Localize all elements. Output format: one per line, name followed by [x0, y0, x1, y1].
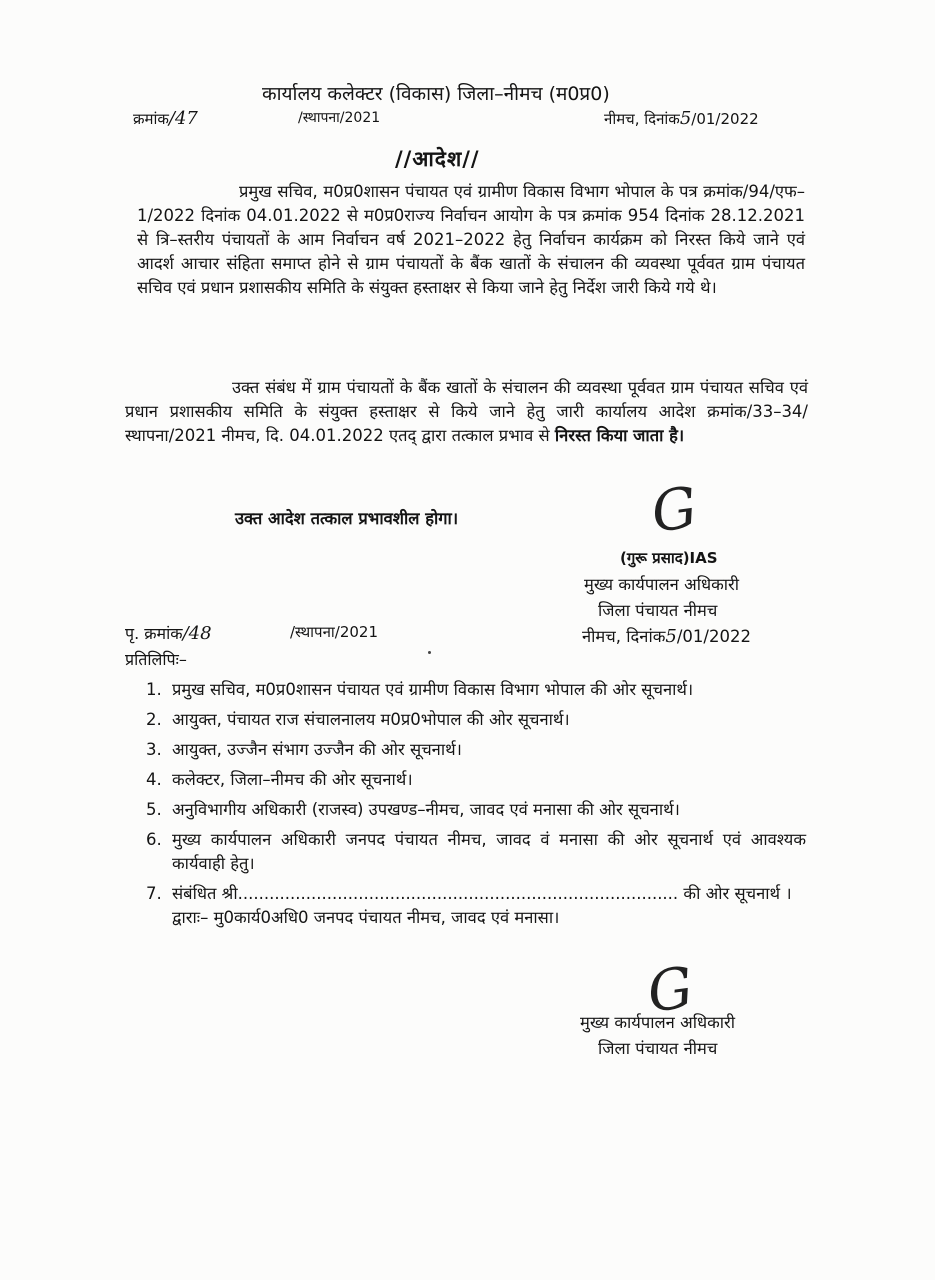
list-item-number: 2. [146, 710, 162, 729]
signatory-designation: मुख्य कार्यपालन अधिकारी [584, 575, 740, 594]
list-item [146, 798, 806, 822]
list-item-number: 3. [146, 740, 162, 759]
list-item-text: मुख्य कार्यपालन अधिकारी जनपद पंचायत नीमच, जावद वं मनासा की ओर सूचनार्थ एवं आवश्यक कार्यवाही हेतु। [172, 830, 806, 873]
list-item-text: संबंधित श्री.................................................................................... की ओर सूचनार्थ । [172, 884, 792, 903]
forward-reference-section: /स्थापना/2021 [290, 623, 379, 641]
list-item-number: 5. [146, 800, 162, 819]
list-item [146, 708, 806, 732]
list-item [146, 768, 806, 792]
signatory-name: (गुरू प्रसाद)IAS [620, 549, 718, 567]
footer-signature-mark: G [643, 955, 698, 1026]
footer-signatory-designation: मुख्य कार्यपालन अधिकारी [580, 1013, 736, 1032]
order-heading: //आदेश// [395, 147, 480, 171]
signature-date-label: नीमच, दिनांक [582, 627, 666, 646]
list-item [146, 882, 806, 930]
order-paragraph-1: प्रमुख सचिव, म0प्र0शासन पंचायत एवं ग्रामीण विकास विभाग भोपाल के पत्र क्रमांक/94/एफ–1/2022 दिनांक 04.01.2022 से म0प्र0राज्य निर्वाचन आयोग के पत्र क्रमांक 954 दिनांक 28.12.2021 से त्रि–स्तरीय पंचायतों के आम निर्वाचन वर्ष 2021–2022 हेतु निर्वाचन कार्यक्रम को निरस्त किये जाने एवं आदर्श आचार संहिता समाप्त होने से ग्राम पंचायतों के बैंक खातों के संचालन की व्यवस्था पूर्ववत ग्राम पंचायत सचिव एवं प्रधान प्रशासकीय समिति के संयुक्त हस्ताक्षर से किया जाने हेतु निर्देश जारी किये गये थे। [137, 182, 805, 297]
order-reference-number [133, 108, 198, 129]
list-item-text: आयुक्त, पंचायत राज संचालनालय म0प्र0भोपाल की ओर सूचनार्थ। [172, 710, 570, 729]
signature-mark: G [647, 475, 702, 546]
place-date-label: नीमच, दिनांक [604, 110, 680, 128]
list-item-text: प्रमुख सचिव, म0प्र0शासन पंचायत एवं ग्रामीण विकास विभाग भोपाल की ओर सूचनार्थ। [172, 680, 694, 699]
forward-ref-number-handwritten: /48 [182, 623, 212, 644]
list-item-number: 1. [146, 680, 162, 699]
order-paragraph-2 [125, 376, 808, 448]
office-title: कार्यालय कलेक्टर (विकास) जिला–नीमच (म0प्र0) [262, 83, 610, 105]
list-item-number: 7. [146, 884, 162, 903]
list-item [146, 678, 806, 702]
order-place-date [604, 108, 759, 129]
list-item-body [172, 882, 806, 930]
forward-ref-label: पृ. क्रमांक [125, 624, 183, 643]
paragraph-2-text: उक्त संबंध में ग्राम पंचायतों के बैंक खातों के संचालन की व्यवस्था पूर्ववत ग्राम पंचायत सचिव एवं प्रधान प्रशासकीय समिति के संयुक्त हस्ताक्षर से किये जाने हेतु जारी कार्यालय आदेश क्रमांक/33–34/स्थापना/2021 नीमच, दि. 04.01.2022 एतद् द्वारा तत्काल प्रभाव से [125, 378, 808, 445]
list-item-subtext: द्वाराः– मु0कार्य0अधि0 जनपद पंचायत नीमच, जावद एवं मनासा। [172, 908, 560, 927]
ink-dot [428, 651, 431, 654]
signature-date-rest: /01/2022 [676, 627, 751, 646]
ref-number-handwritten: /47 [168, 108, 198, 129]
list-item-text: अनुविभागीय अधिकारी (राजस्व) उपखण्ड–नीमच, जावद एवं मनासा की ओर सूचनार्थ। [172, 800, 680, 819]
forward-reference-number [125, 622, 212, 644]
signature-date-day-handwritten: 5 [665, 626, 677, 647]
signatory-office: जिला पंचायत नीमच [598, 601, 718, 620]
list-item-number: 4. [146, 770, 162, 789]
copy-to-label: प्रतिलिपिः– [125, 650, 187, 669]
list-item-number: 6. [146, 830, 162, 849]
list-item-text: कलेक्टर, जिला–नीमच की ओर सूचनार्थ। [172, 770, 413, 789]
date-day-handwritten: 5 [679, 108, 692, 129]
effective-statement: उक्त आदेश तत्काल प्रभावशील होगा। [235, 509, 459, 528]
date-rest: /01/2022 [691, 110, 759, 128]
order-reference-section: /स्थापना/2021 [298, 110, 381, 126]
footer-signatory-office: जिला पंचायत नीमच [598, 1039, 718, 1058]
paragraph-2-bold-text: निरस्त किया जाता है। [554, 426, 685, 445]
ref-label: क्रमांक [133, 110, 169, 128]
signature-date [582, 624, 751, 647]
list-item-text: आयुक्त, उज्जैन संभाग उज्जैन की ओर सूचनार्थ। [172, 740, 462, 759]
list-item [146, 738, 806, 762]
list-item [146, 828, 806, 876]
copy-to-list [146, 678, 806, 936]
